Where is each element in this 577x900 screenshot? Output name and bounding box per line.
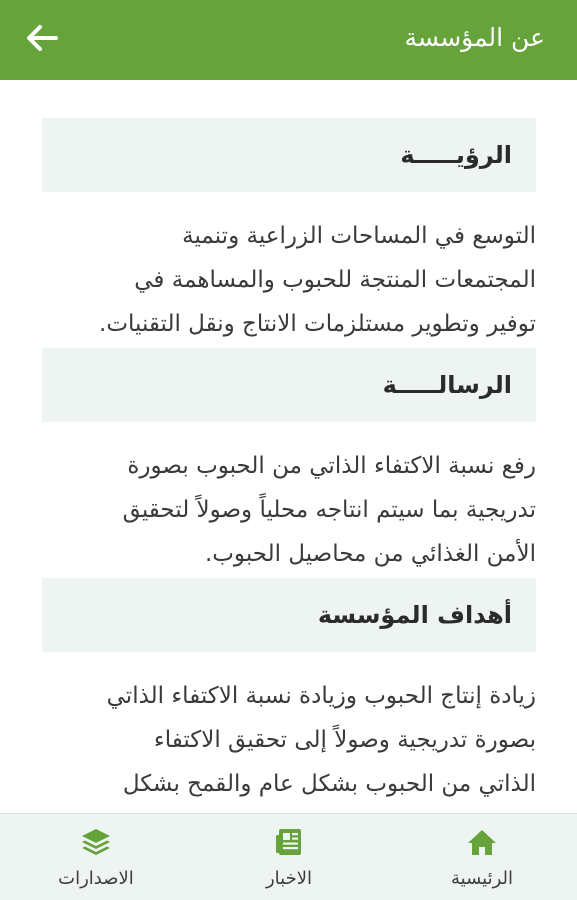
nav-label: الاصدارات	[58, 868, 134, 889]
text-line: الأمن الغذائي من محاصيل الحبوب.	[204, 541, 536, 567]
text-line: زيادة إنتاج الحبوب وزيادة نسبة الاكتفاء الذاتي	[106, 683, 536, 709]
arrow-left-icon	[22, 18, 62, 58]
section-header-vision	[42, 118, 536, 192]
section-body-vision	[42, 214, 536, 346]
home-icon	[466, 826, 498, 858]
section-body-mission	[42, 444, 536, 576]
text-line: الذاتي من الحبوب بشكل عام والقمح بشكل	[122, 771, 536, 797]
layers-icon	[80, 826, 112, 858]
section-body-goals	[42, 674, 536, 806]
section-header-mission	[42, 348, 536, 422]
page-title: عن المؤسسة	[404, 23, 545, 52]
section-header-goals	[42, 578, 536, 652]
text-line: التوسع في المساحات الزراعية وتنمية	[182, 223, 536, 249]
newspaper-icon	[273, 826, 305, 858]
nav-label: الاخبار	[265, 868, 312, 889]
app-bar	[0, 0, 577, 80]
nav-item-home[interactable]	[412, 814, 552, 900]
nav-label: الرئيسية	[451, 868, 513, 889]
text-line: المجتمعات المنتجة للحبوب والمساهمة في	[134, 267, 536, 293]
section-heading: الرؤيـــــة	[400, 141, 512, 169]
text-line: توفير وتطوير مستلزمات الانتاج ونقل التقنيات.	[99, 311, 536, 337]
bottom-navigation	[0, 813, 577, 900]
nav-item-news[interactable]	[219, 814, 359, 900]
back-button[interactable]	[22, 18, 62, 58]
section-heading: أهداف المؤسسة	[317, 601, 512, 629]
text-line: تدريجية بما سيتم انتاجه محلياً وصولاً لتحقيق	[122, 497, 536, 523]
text-line: رفع نسبة الاكتفاء الذاتي من الحبوب بصورة	[127, 453, 536, 479]
text-line: بصورة تدريجية وصولاً إلى تحقيق الاكتفاء	[153, 727, 536, 753]
section-heading: الرسالـــــة	[382, 371, 512, 399]
content-area[interactable]	[0, 80, 577, 813]
nav-item-publications[interactable]	[26, 814, 166, 900]
